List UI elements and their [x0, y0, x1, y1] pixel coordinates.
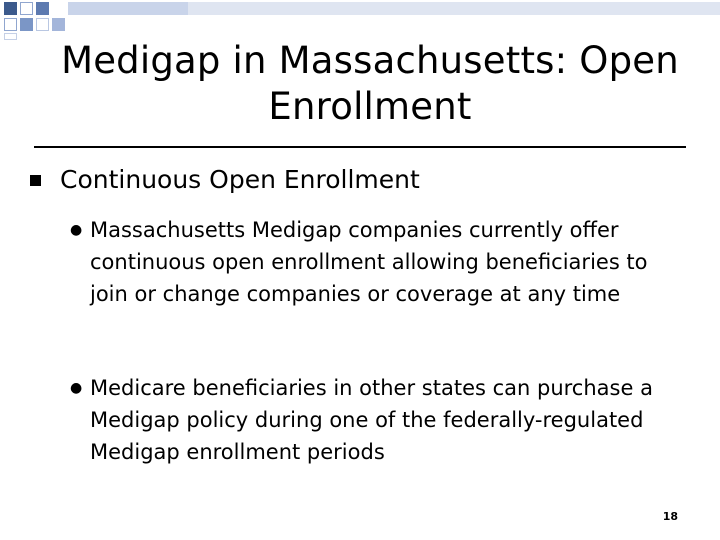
square-bullet-icon — [30, 175, 41, 186]
title-divider — [34, 146, 686, 148]
list-item-text: Medicare beneficiaries in other states can purchase a Medigap policy during one of the federally-regulated Medigap enrollment periods — [90, 376, 653, 464]
bullet-dot-icon: ● — [70, 222, 83, 238]
decorative-checker-pattern — [0, 0, 720, 40]
list-item-text: Massachusetts Medigap companies currently offer continuous open enrollment allowing beneficiaries to join or change companies or coverage at any time — [90, 218, 648, 306]
list-item — [70, 372, 690, 476]
section-heading: Continuous Open Enrollment — [60, 165, 420, 194]
page-number: 18 — [662, 510, 678, 523]
list-item — [70, 214, 690, 354]
slide-title: Medigap in Massachusetts: Open Enrollment — [61, 39, 679, 128]
bullet-dot-icon: ● — [70, 380, 83, 396]
